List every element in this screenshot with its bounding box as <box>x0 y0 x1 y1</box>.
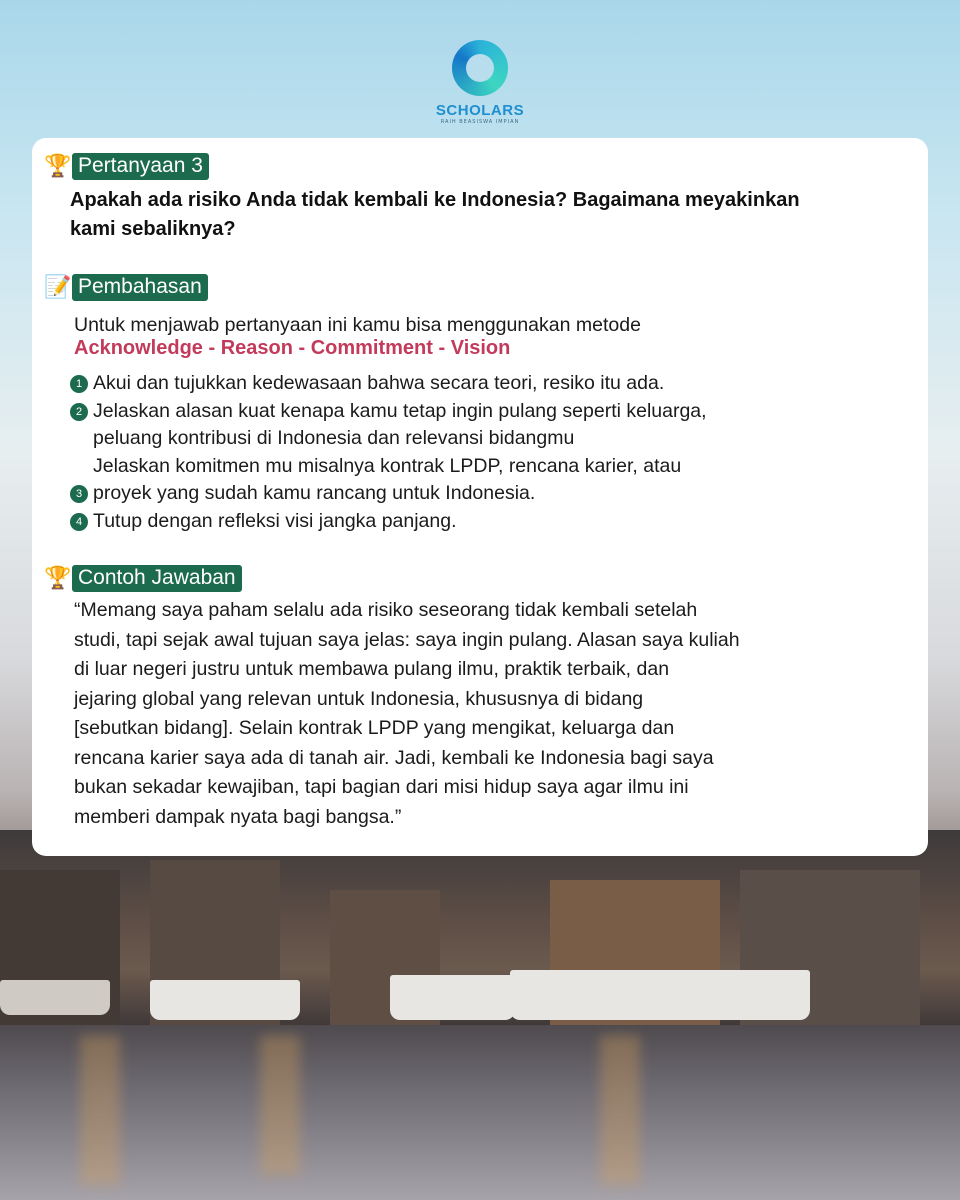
trophy-icon: 🏆 <box>44 566 72 591</box>
question-text: Apakah ada risiko Anda tidak kembali ke Indonesia? Bagaimana meyakinkan kami sebaliknya? <box>70 189 800 240</box>
answer-line: rencana karier saya ada di tanah air. Jadi, kembali ke Indonesia bagi saya <box>74 746 714 769</box>
example-answer <box>74 596 914 832</box>
list-item-text: peluang kontribusi di Indonesia dan relevansi bidangmu <box>93 427 575 449</box>
list-item <box>70 508 900 536</box>
list-item <box>70 453 900 481</box>
answer-line: di luar negeri justru untuk membawa pulang ilmu, praktik terbaik, dan <box>74 658 670 680</box>
answer-line: [sebutkan bidang]. Selain kontrak LPDP yang mengikat, keluarga dan <box>74 717 675 739</box>
answer-line: “Memang saya paham selalu ada risiko seseorang tidak kembali setelah <box>74 599 698 621</box>
question-label: Pertanyaan 3 <box>72 153 209 180</box>
logo-tagline: RAIH BEASISWA IMPIAN <box>440 119 520 125</box>
answer-line: bukan sekadar kewajiban, tapi bagian dari misi hidup saya agar ilmu ini <box>74 776 689 798</box>
logo-mark-icon <box>452 40 508 96</box>
list-item <box>70 425 900 453</box>
list-item-text: Akui dan tujukkan kedewasaan bahwa secara teori, resiko itu ada. <box>93 372 665 394</box>
method-name: Acknowledge - Reason - Commitment - Vision <box>74 337 511 359</box>
step-number-badge: 2 <box>70 403 88 421</box>
step-number-badge: 1 <box>70 375 88 393</box>
discussion-intro: Untuk menjawab pertanyaan ini kamu bisa menggunakan metode <box>74 314 641 336</box>
discussion-header <box>44 274 208 301</box>
water <box>0 1025 960 1200</box>
list-item <box>70 398 900 426</box>
step-number-badge: 3 <box>70 485 88 503</box>
question-header <box>44 153 209 180</box>
step-number-badge: 4 <box>70 513 88 531</box>
city-skyline <box>0 830 960 1030</box>
example-header <box>44 565 242 592</box>
answer-line: jejaring global yang relevan untuk Indonesia, khususnya di bidang <box>74 687 644 710</box>
trophy-icon: 🏆 <box>44 154 72 179</box>
list-item-text: Jelaskan alasan kuat kenapa kamu tetap ingin pulang seperti keluarga, <box>93 399 707 422</box>
discussion-label: Pembahasan <box>72 274 208 301</box>
list-item-text: Tutup dengan refleksi visi jangka panjang. <box>93 509 457 532</box>
list-item <box>70 370 900 398</box>
list-item-text: proyek yang sudah kamu rancang untuk Indonesia. <box>93 482 536 504</box>
steps-list <box>70 370 900 535</box>
scholars-logo <box>430 40 530 125</box>
list-item <box>70 480 900 508</box>
logo-text: SCHOLARS <box>435 102 525 119</box>
answer-line: memberi dampak nyata bagi bangsa.” <box>74 805 402 828</box>
example-label: Contoh Jawaban <box>72 565 242 592</box>
memo-icon: 📝 <box>44 275 72 300</box>
answer-line: studi, tapi sejak awal tujuan saya jelas: saya ingin pulang. Alasan saya kuliah <box>74 628 740 651</box>
list-item-text: Jelaskan komitmen mu misalnya kontrak LPDP, rencana karier, atau <box>93 454 682 477</box>
